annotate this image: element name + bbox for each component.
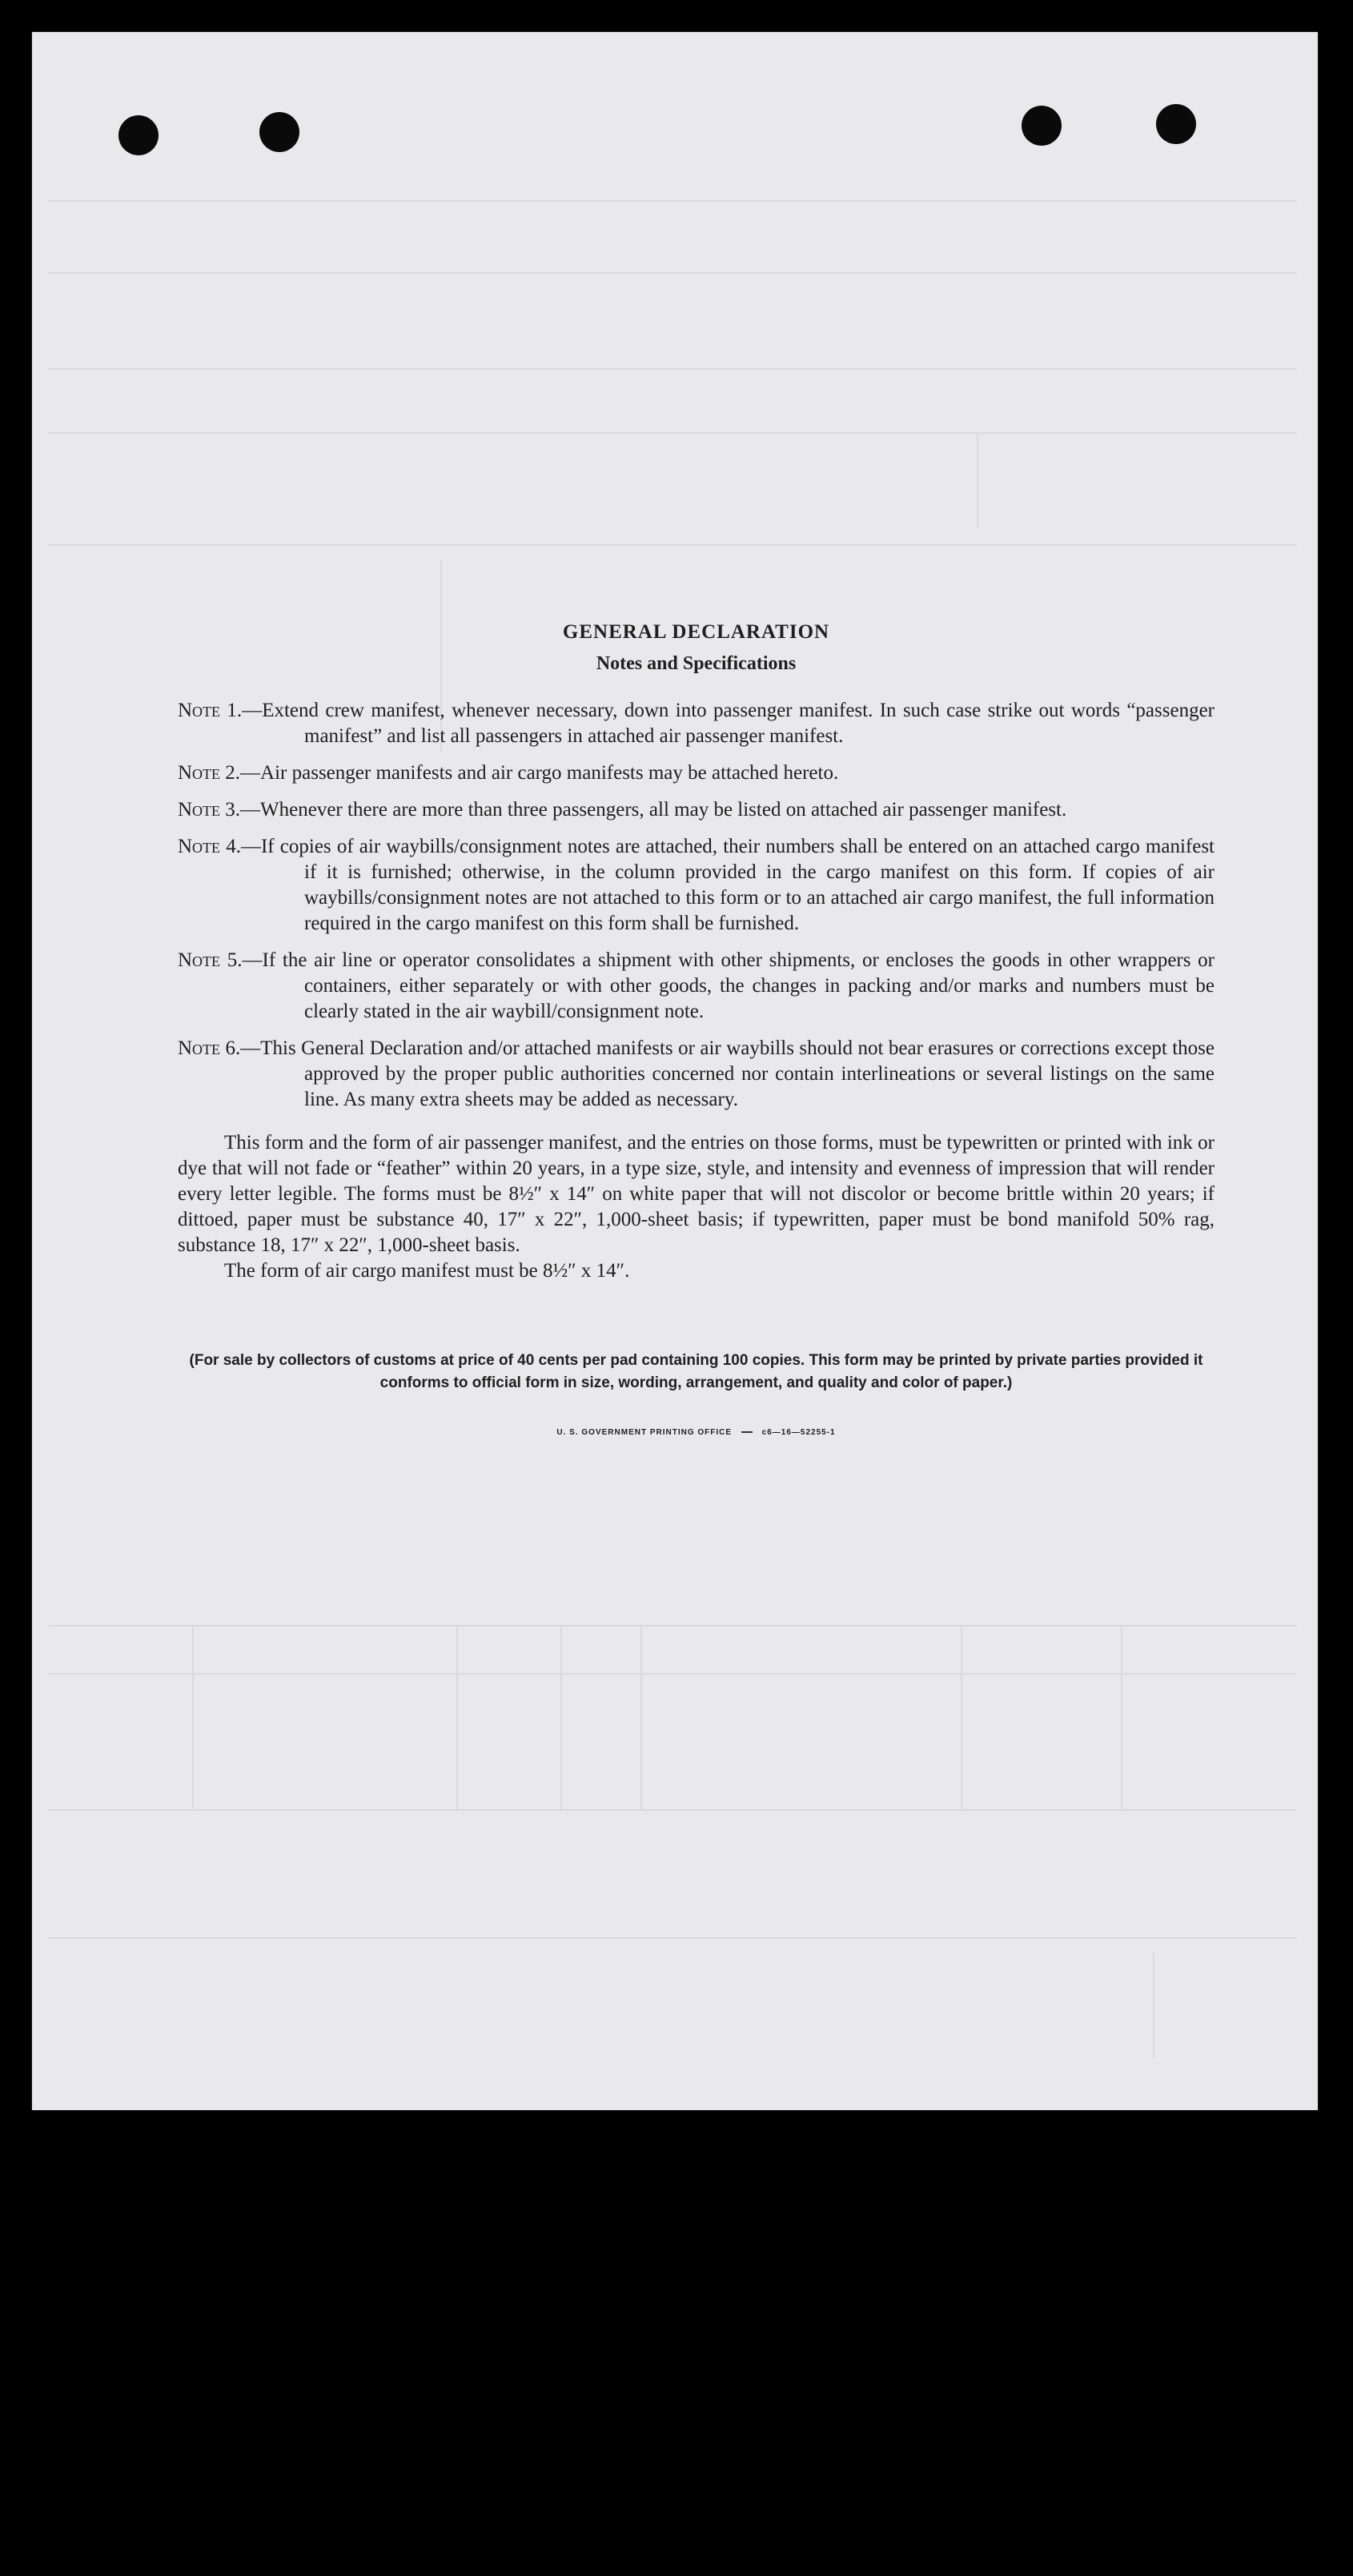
note-label: Note 3.	[178, 798, 241, 821]
bleed-through-line	[48, 1625, 1297, 1627]
bleed-through-line	[977, 432, 978, 528]
document-title: GENERAL DECLARATION	[562, 621, 830, 643]
note-text: —If copies of air waybills/consignment notes are attached, their numbers shall be entered on an attached cargo manifest if it is furnished; otherwise, in the column provided in the cargo manifest on this form. If copies of air waybills/consignment notes are not attached to this form or to an attached air cargo manifest, the full information required in the cargo manifest on this form shall be furnished.	[240, 835, 1214, 934]
bleed-through-line	[48, 544, 1297, 546]
note-5	[178, 948, 1214, 1025]
sale-notice: (For sale by collectors of customs at price of 40 cents per pad containing 100 copies. This form may be printed by private parties provided it conforms to official form in size, wording, arrangement, and quality and color of paper.)	[189, 1351, 1203, 1391]
declaration-notes	[178, 588, 1214, 1437]
bleed-through-line	[456, 1625, 458, 1809]
print-code: c6—16—52255-1	[761, 1427, 836, 1437]
printing-office-name: U. S. GOVERNMENT PRINTING OFFICE	[556, 1427, 733, 1437]
note-label: Note 5.	[178, 949, 243, 971]
note-3	[178, 797, 1214, 823]
note-text: —If the air line or operator consolidates a shipment with other shipments, or encloses the goods in other wrappers or containers, either separately or with other goods, the changes in packing and/or marks and numbers must be clearly stated in the air waybill/consignment note.	[242, 949, 1215, 1022]
bleed-through-line	[48, 368, 1297, 370]
form-requirements-paragraph: This form and the form of air passenger manifest, and the entries on those forms, must be typewritten or printed with ink or dye that will not fade or “feather” within 20 years, in a type size, style, and intensity and evenness of impression that will render every letter legible. The forms must be 8½″ x 14″ on white paper that will not discolor or become brittle within 20 years; if dittoed, paper must be substance 40, 17″ x 22″, 1,000-sheet basis; if typewritten, paper must be bond manifold 50% rag, substance 18, 17″ x 22″, 1,000-sheet basis.	[178, 1131, 1214, 1256]
note-label: Note 1.	[178, 699, 243, 721]
bleed-through-line	[48, 432, 1297, 434]
imprint-dash	[741, 1431, 753, 1433]
punch-hole-left-2	[259, 112, 299, 152]
punch-hole-right-2	[1156, 104, 1196, 144]
note-text: —Air passenger manifests and air cargo manifests may be attached hereto.	[240, 761, 839, 784]
note-label: Note 4.	[178, 835, 241, 857]
note-label: Note 2.	[178, 761, 241, 784]
note-1	[178, 698, 1214, 749]
bleed-through-line	[48, 1937, 1297, 1939]
document-subtitle: Notes and Specifications	[596, 653, 797, 674]
bleed-through-line	[48, 1809, 1297, 1811]
bleed-through-line	[1153, 1953, 1154, 2057]
note-text: —This General Declaration and/or attached manifests or air waybills should not bear erasures or corrections except those approved by the proper public authorities concerned nor contain interlineations or several listings on the same line. As many extra sheets may be added as necessary.	[240, 1037, 1214, 1110]
bleed-through-line	[48, 200, 1297, 202]
bleed-through-line	[961, 1625, 962, 1809]
note-2	[178, 760, 1214, 786]
printing-office-imprint	[178, 1428, 1214, 1437]
bleed-through-line	[48, 1673, 1297, 1675]
cargo-manifest-size: The form of air cargo manifest must be 8½″ x 14″.	[224, 1259, 630, 1282]
punch-hole-left-1	[118, 115, 159, 155]
note-4	[178, 834, 1214, 937]
document-page	[32, 32, 1318, 2110]
bleed-through-line	[1121, 1625, 1122, 1809]
bleed-through-line	[48, 272, 1297, 274]
note-6	[178, 1036, 1214, 1113]
bleed-through-line	[192, 1625, 194, 1809]
bleed-through-line	[640, 1625, 642, 1809]
note-text: —Whenever there are more than three passengers, all may be listed on attached air passenger manifest.	[240, 798, 1067, 821]
note-label: Note 6.	[178, 1037, 241, 1059]
punch-hole-right-1	[1022, 106, 1062, 146]
note-text: —Extend crew manifest, whenever necessary, down into passenger manifest. In such case strike out words “passenger manifest” and list all passengers in attached air passenger manifest.	[242, 699, 1214, 747]
bleed-through-line	[560, 1625, 562, 1809]
